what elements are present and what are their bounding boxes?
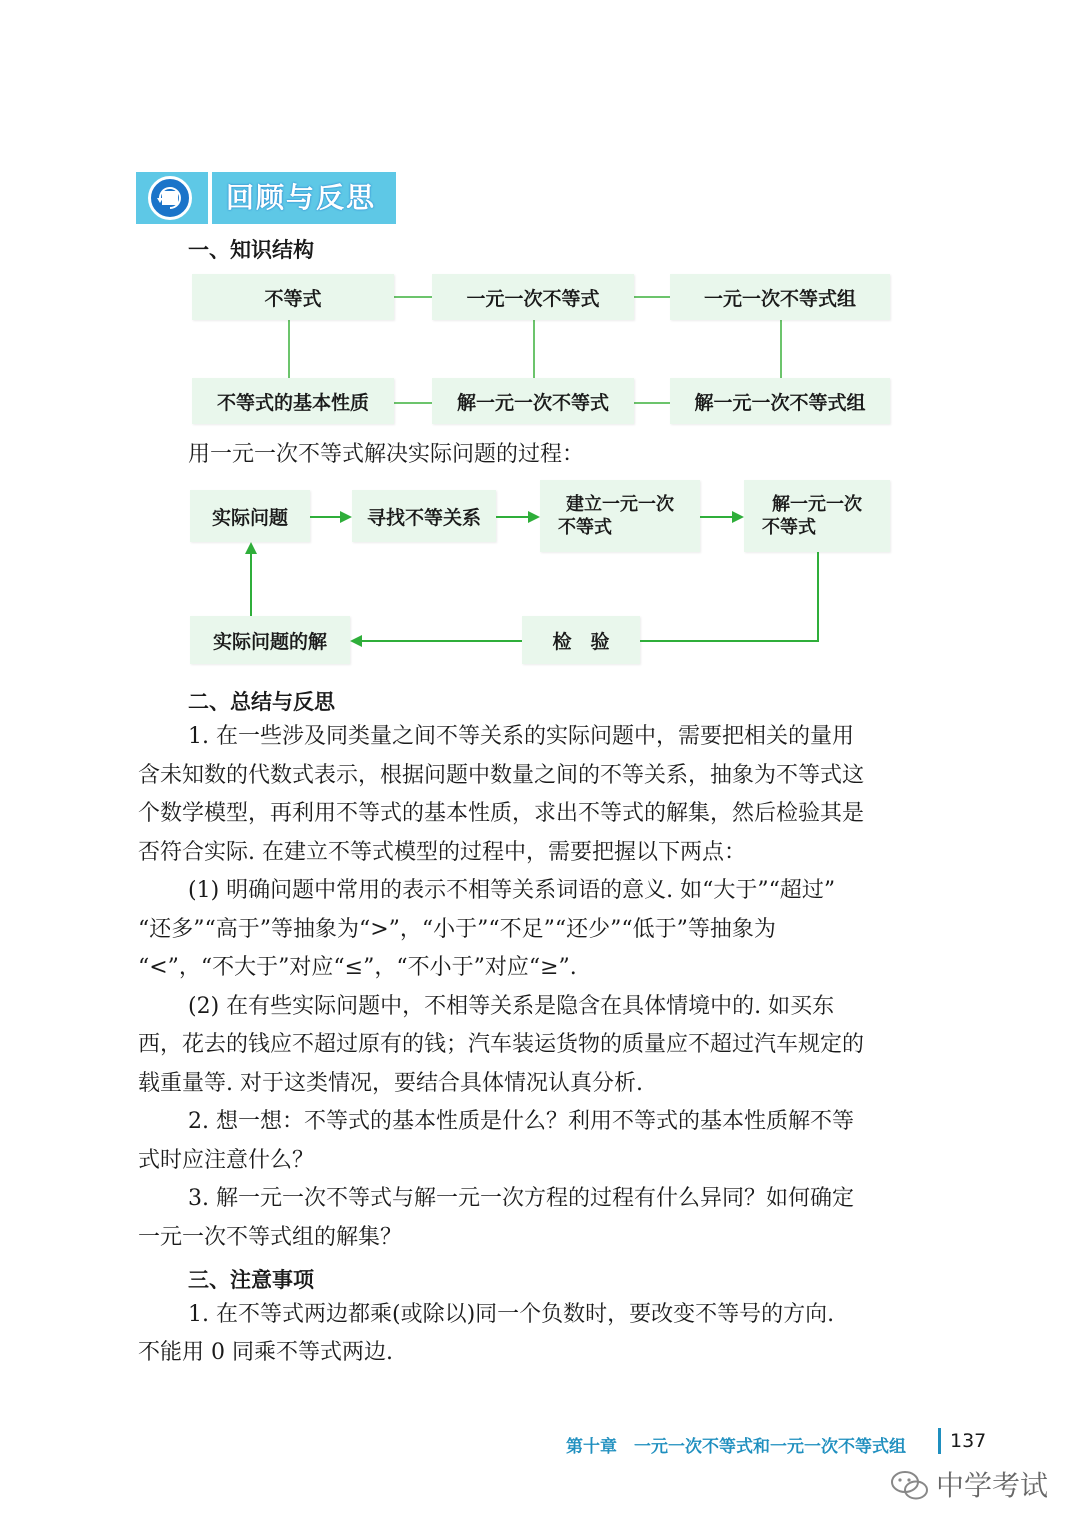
step-solution: 实际问题的解 bbox=[190, 616, 350, 664]
step-build-line2: 不等式 bbox=[558, 517, 612, 538]
connector bbox=[780, 320, 782, 378]
footer-divider bbox=[938, 1428, 941, 1454]
page-number: 137 bbox=[950, 1430, 987, 1452]
paragraph-line: 2. 想一想：不等式的基本性质是什么？利用不等式的基本性质解不等 bbox=[188, 1109, 854, 1134]
paragraph-line: (2) 在有些实际问题中，不相等关系是隐含在具体情境中的. 如买东 bbox=[188, 994, 835, 1019]
connector bbox=[288, 320, 290, 378]
box-inequality: 不等式 bbox=[192, 274, 394, 320]
paragraph-line: 载重量等. 对于这类情况，要结合具体情况认真分析. bbox=[138, 1071, 643, 1096]
step-solve-line1: 解一元一次 bbox=[772, 494, 862, 515]
section-heading-knowledge: 一、知识结构 bbox=[188, 238, 314, 262]
flow-line bbox=[362, 640, 522, 642]
paragraph-line: “还多”“高于”等抽象为“>”，“小于”“不足”“还少”“低于”等抽象为 bbox=[138, 917, 776, 942]
flow-line bbox=[817, 552, 819, 642]
connector bbox=[394, 402, 432, 404]
wechat-icon bbox=[890, 1468, 930, 1504]
flow-arrow bbox=[350, 635, 362, 647]
step-real-problem: 实际问题 bbox=[190, 490, 310, 542]
section-heading-notes: 三、注意事项 bbox=[188, 1268, 314, 1292]
box-inequality-system: 一元一次不等式组 bbox=[670, 274, 890, 320]
step-solve-inequality bbox=[744, 480, 890, 552]
flow-arrow bbox=[340, 511, 352, 523]
connector bbox=[394, 296, 432, 298]
flow-line bbox=[700, 516, 732, 518]
box-solve-inequality: 解一元一次不等式 bbox=[432, 378, 634, 424]
flow-arrow bbox=[528, 511, 540, 523]
paragraph-line: “<”，“不大于”对应“≤”，“不小于”对应“≥”. bbox=[138, 955, 577, 980]
paragraph-line: 个数学模型，再利用不等式的基本性质，求出不等式的解集，然后检验其是 bbox=[138, 801, 865, 826]
paragraph-line: 式时应注意什么？ bbox=[138, 1148, 315, 1173]
box-linear-inequality: 一元一次不等式 bbox=[432, 274, 634, 320]
step-check: 检 验 bbox=[522, 616, 640, 664]
flow-arrow bbox=[245, 542, 257, 554]
box-solve-inequality-system: 解一元一次不等式组 bbox=[670, 378, 890, 424]
paragraph-line: 不能用 0 同乘不等式两边. bbox=[138, 1340, 393, 1365]
paragraph-line: 一元一次不等式组的解集？ bbox=[138, 1225, 403, 1250]
paragraph-line: 1. 在一些涉及同类量之间不等关系的实际问题中，需要把相关的量用 bbox=[188, 724, 854, 749]
review-icon bbox=[148, 176, 192, 220]
connector bbox=[533, 320, 535, 378]
step-find-relation: 寻找不等关系 bbox=[352, 490, 496, 542]
paragraph-line: 西，花去的钱应不超过原有的钱；汽车装运货物的质量应不超过汽车规定的 bbox=[138, 1032, 865, 1057]
flow-line bbox=[496, 516, 528, 518]
paragraph-line: 3. 解一元一次不等式与解一元一次方程的过程有什么异同？如何确定 bbox=[188, 1186, 854, 1211]
flow-line bbox=[310, 516, 340, 518]
box-basic-properties: 不等式的基本性质 bbox=[192, 378, 394, 424]
flow-line bbox=[250, 552, 252, 616]
paragraph-line: (1) 明确问题中常用的表示不相等关系词语的意义. 如“大于”“超过” bbox=[188, 878, 836, 903]
page-title: 回顾与反思 bbox=[212, 172, 396, 224]
watermark-text: 中学考试 bbox=[936, 1469, 1049, 1502]
chapter-footer: 第十章 一元一次不等式和一元一次不等式组 bbox=[566, 1437, 906, 1457]
paragraph-line: 否符合实际. 在建立不等式模型的过程中，需要把握以下两点： bbox=[138, 840, 746, 865]
flow-line bbox=[640, 640, 819, 642]
connector bbox=[634, 402, 670, 404]
flow-arrow bbox=[732, 511, 744, 523]
section-heading-summary: 二、总结与反思 bbox=[188, 690, 335, 714]
step-solve-line2: 不等式 bbox=[762, 517, 816, 538]
step-build-line1: 建立一元一次 bbox=[566, 494, 674, 515]
process-caption: 用一元一次不等式解决实际问题的过程： bbox=[188, 442, 585, 467]
connector bbox=[634, 296, 670, 298]
step-build-inequality bbox=[540, 480, 700, 552]
paragraph-line: 1. 在不等式两边都乘(或除以)同一个负数时，要改变不等号的方向. bbox=[188, 1302, 835, 1327]
section-badge-icon bbox=[136, 172, 208, 224]
paragraph-line: 含未知数的代数式表示，根据问题中数量之间的不等关系，抽象为不等式这 bbox=[138, 763, 865, 788]
